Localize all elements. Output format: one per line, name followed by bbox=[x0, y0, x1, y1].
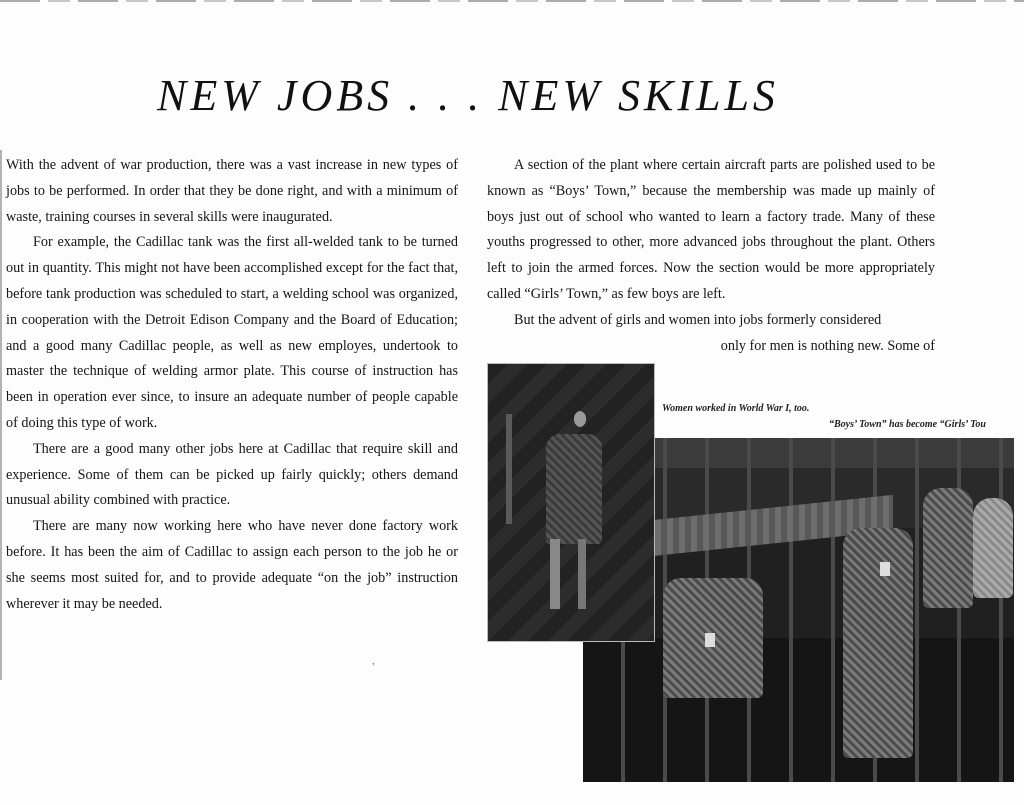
photo-worker bbox=[843, 528, 913, 758]
scan-artifact-mark: , bbox=[372, 655, 375, 667]
paragraph: A section of the plant where certain aircraft parts are polished used to be known as “Boys’ Town,” because the membership was made up mainly of boys just out of school who wanted to learn a factory trade. Many of these youths progressed to other, more advanced jobs throughout the plant. Others left to join the armed forces. Now the section would be more appropriately called “Girls’ Town,” as few boys are left. bbox=[487, 157, 935, 302]
paragraph: For example, the Cadillac tank was the first all-welded tank to be turned out in quantity. This might not have been accomplished except for the fact that, before tank production was scheduled to start, a welding school was organized, in cooperation with the Detroit Edison Company and the Board of Education; and a good many Cadillac people, as well as new employes, undertook to master the technique of welding armor plate. This course of instruction has been in operation ever since, to insure an adequate number of people capable of doing this type of work. bbox=[6, 234, 458, 431]
photo-worker bbox=[973, 498, 1013, 598]
photo-id-badge bbox=[880, 562, 890, 576]
photo-worker bbox=[923, 488, 973, 608]
paragraph-continued: only for men is nothing new. Some of bbox=[720, 337, 935, 354]
photo-figure-legs bbox=[550, 539, 594, 609]
photo-post bbox=[506, 414, 512, 524]
scan-edge-top bbox=[0, 0, 1024, 2]
paragraph: With the advent of war production, there was a vast increase in new types of jobs to be performed. In order that they be done right, and with a minimum of waste, training courses in several skills were inaugurated. bbox=[6, 157, 458, 225]
paragraph: There are many now working here who have never done factory work before. It has been the aim of Cadillac to assign each person to the job he or she seems most suited for, and to provide adequate “on the job” instruction wherever it may be needed. bbox=[6, 518, 458, 612]
photo-caption-factory: “Boys’ Town” has become “Girls’ Tou bbox=[829, 419, 986, 430]
photo-ww1-woman-worker bbox=[487, 363, 655, 642]
photo-figure bbox=[546, 434, 602, 544]
paragraph: There are a good many other jobs here at Cadillac that require skill and experience. Some of them can be picked up fairly quickly; others demand unusual ability combined with practice. bbox=[6, 440, 458, 509]
photo-id-badge bbox=[705, 633, 715, 647]
page-title: NEW JOBS . . . NEW SKILLS bbox=[157, 71, 779, 120]
photo-wrap-spacer bbox=[487, 334, 687, 360]
scan-edge-left bbox=[0, 150, 2, 680]
paragraph: But the advent of girls and women into jobs formerly considered bbox=[514, 311, 882, 328]
photo-caption-ww1: Women worked in World War I, too. bbox=[662, 403, 810, 414]
right-text-column bbox=[487, 153, 935, 360]
left-text-column bbox=[6, 153, 458, 617]
